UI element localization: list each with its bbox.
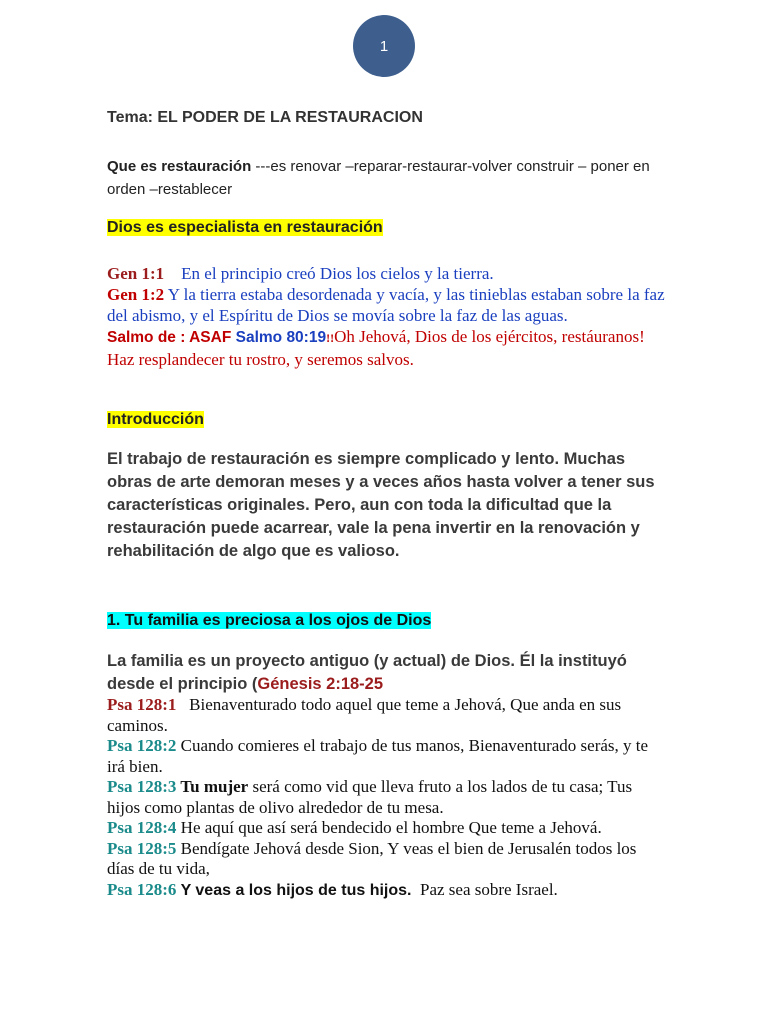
heading-dios-especialista bbox=[107, 219, 667, 237]
familia-text: La familia es un proyecto antiguo (y actual) de Dios. Él la instituyó desde el principio ( bbox=[107, 652, 627, 693]
verse-ref: Psa 128:1 bbox=[107, 695, 177, 714]
verse-text-gen-1-1: En el principio creó Dios los cielos y la tierra. bbox=[164, 264, 494, 283]
verse-ref: Psa 128:3 bbox=[107, 777, 177, 796]
verse-text: Bendígate Jehová desde Sion, Y veas el bien de Jerusalén todos los días de tu vida, bbox=[107, 838, 637, 878]
definition-label: Que es restauración bbox=[107, 158, 252, 175]
verse-ref: Psa 128:6 bbox=[107, 879, 177, 899]
verse-text: He aquí que así será bendecido el hombre Que teme a Jehová. bbox=[176, 818, 602, 837]
verse-ref-genesis-2-18: Génesis 2:18-25 bbox=[257, 675, 384, 693]
exclamation-marks: !! bbox=[326, 331, 335, 345]
page-number-badge: 1 bbox=[353, 15, 415, 77]
verse-emphasis: Tu mujer bbox=[176, 777, 249, 796]
verse-ref-salmo-80-19: Salmo 80:19 bbox=[231, 329, 327, 346]
verse-psa-128-3 bbox=[107, 777, 667, 818]
verse-text: será como vid que lleva fruto a los lados de tu casa; Tus hijos como plantas de olivo alrededor de tu mesa. bbox=[107, 777, 633, 817]
heading-section-1 bbox=[107, 612, 667, 630]
verse-psa-128-6 bbox=[107, 880, 667, 902]
verse-emphasis: Y veas a los hijos de tus hijos. bbox=[176, 881, 412, 899]
verse-ref: Psa 128:4 bbox=[107, 818, 177, 837]
verse-text: Cuando comieres el trabajo de tus manos, Bienaventurado serás, y te irá bien. bbox=[107, 736, 649, 776]
verse-ref-gen-1-1: Gen 1:1 bbox=[107, 264, 165, 283]
verse-ref-gen-1-2: Gen 1:2 bbox=[107, 285, 165, 304]
verse-text-gen-1-2: Y la tierra estaba desordenada y vacía, y las tinieblas estaban sobre la faz del abismo, y el Espíritu de Dios se movía sobre la faz de las aguas. bbox=[107, 285, 665, 325]
verse-ref: Psa 128:2 bbox=[107, 736, 177, 755]
verse-ref: Psa 128:5 bbox=[107, 838, 177, 858]
verse-text: Bienaventurado todo aquel que teme a Jehová, Que anda en sus caminos. bbox=[107, 695, 626, 735]
heading-introduccion-text: Introducción bbox=[107, 411, 204, 428]
heading-dios-especialista-text: Dios es especialista en restauración bbox=[107, 219, 383, 236]
salmo-label: Salmo de : bbox=[107, 329, 190, 346]
verse-psa-128-2 bbox=[107, 736, 667, 777]
page-title: Tema: EL PODER DE LA RESTAURACION bbox=[107, 109, 423, 126]
definition-paragraph bbox=[107, 155, 667, 201]
definition-text: ---es renovar –reparar-restaurar-volver construir – poner en orden –restablecer bbox=[107, 158, 650, 198]
asaf-label: ASAF bbox=[189, 329, 232, 346]
verse-text-salmo-80-19: Oh Jehová, Dios de los ejércitos, restáuranos! Haz resplandecer tu rostro, y seremos salvos. bbox=[107, 327, 645, 369]
familia-paragraph bbox=[107, 650, 667, 696]
scripture-block-genesis bbox=[107, 263, 667, 370]
heading-section-1-text: 1. Tu familia es preciosa a los ojos de Dios bbox=[107, 612, 432, 629]
scripture-block-psalm-128 bbox=[107, 695, 667, 901]
intro-paragraph: El trabajo de restauración es siempre complicado y lento. Muchas obras de arte demoran meses y a veces años hasta volver a tener sus características originales. Pero, aun con toda la dificultad que la restauración puede acarrear, vale la pena invertir en la renovación y rehabilitación de algo que es valioso. bbox=[107, 450, 655, 560]
verse-psa-128-4 bbox=[107, 818, 667, 839]
verse-psa-128-5 bbox=[107, 839, 667, 880]
heading-introduccion bbox=[107, 411, 667, 429]
verse-psa-128-1 bbox=[107, 695, 667, 736]
verse-text: Paz sea sobre Israel. bbox=[411, 879, 558, 899]
